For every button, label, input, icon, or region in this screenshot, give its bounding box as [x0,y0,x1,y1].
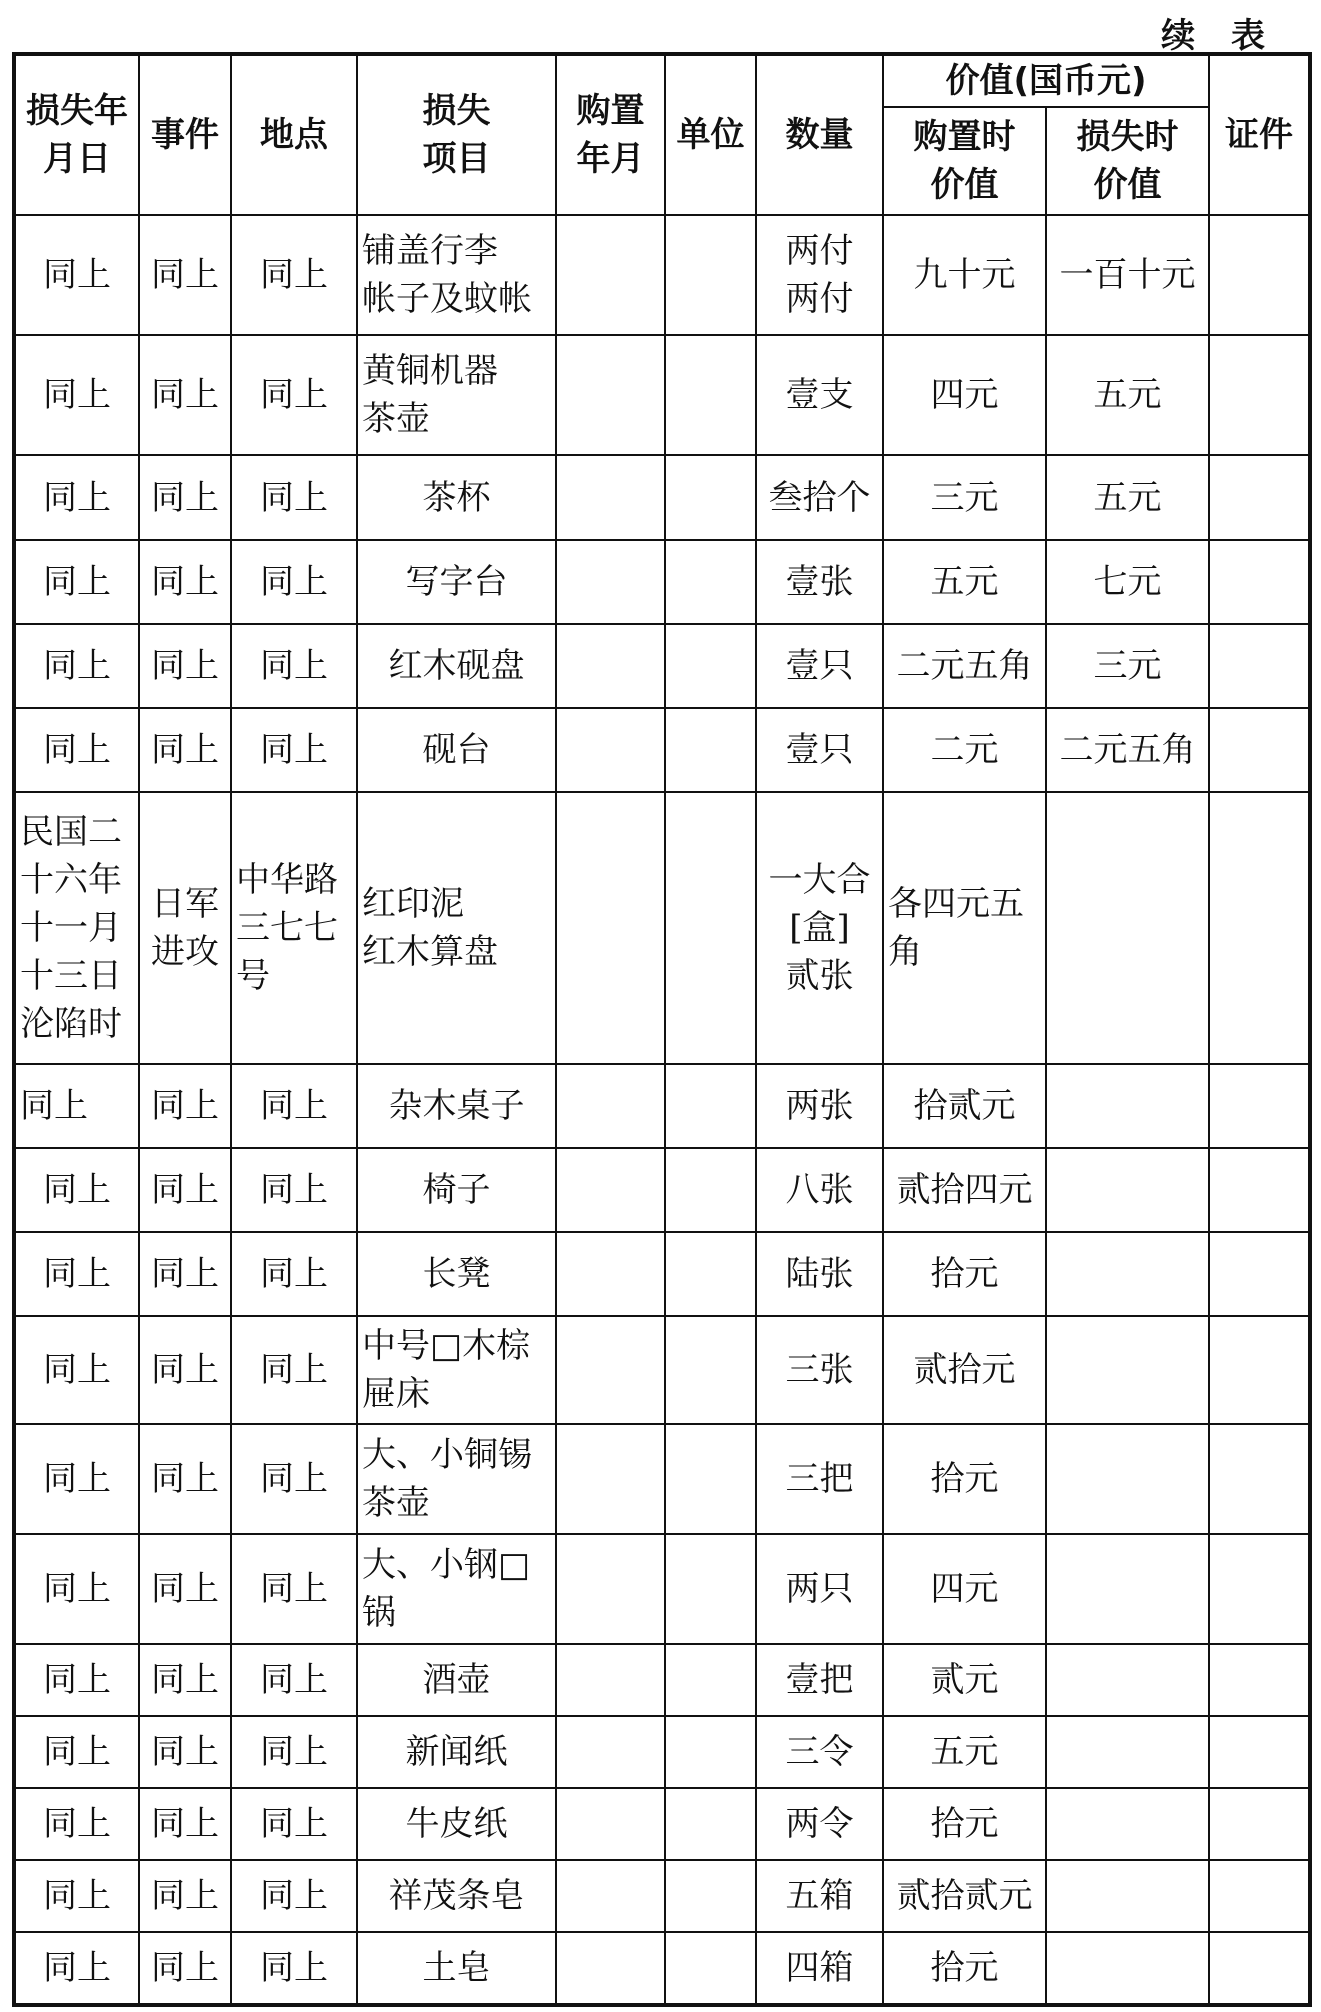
cell-purchase-date [556,708,665,792]
cell-quantity: 两张 [756,1064,883,1148]
cell-event: 同上 [139,540,231,624]
cell-proof [1209,455,1309,540]
cell-value-at-purchase: 五元 [883,540,1046,624]
cell-quantity: 壹张 [756,540,883,624]
cell-unit [665,540,756,624]
cell-place: 中华路 三七七 号 [231,792,357,1064]
cell-place: 同上 [231,708,357,792]
cell-unit [665,1644,756,1716]
table-row [15,1424,1309,1534]
table-row [15,455,1309,540]
cell-loss-date: 民国二 十六年 十一月 十三日 沦陷时 [15,792,139,1064]
table-row [15,1316,1309,1424]
table-row [15,1148,1309,1232]
cell-place: 同上 [231,1424,357,1534]
cell-proof [1209,1232,1309,1316]
cell-purchase-date [556,215,665,335]
cell-unit [665,1064,756,1148]
cell-loss-item: 椅子 [357,1148,556,1232]
cell-unit [665,1148,756,1232]
cell-value-at-loss [1046,1716,1209,1788]
cell-proof [1209,1644,1309,1716]
cell-place: 同上 [231,1788,357,1860]
cell-purchase-date [556,1716,665,1788]
cell-loss-date: 同上 [15,708,139,792]
cell-event: 同上 [139,1644,231,1716]
cell-value-at-purchase: 拾元 [883,1232,1046,1316]
header-event: 事件 [139,55,231,215]
cell-event: 同上 [139,1232,231,1316]
cell-value-at-purchase: 贰拾四元 [883,1148,1046,1232]
cell-value-at-loss: 五元 [1046,335,1209,455]
cell-event: 同上 [139,1148,231,1232]
cell-unit [665,1788,756,1860]
cell-value-at-purchase: 贰拾贰元 [883,1860,1046,1932]
cell-loss-date: 同上 [15,1788,139,1860]
cell-value-at-loss: 五元 [1046,455,1209,540]
cell-quantity: 四箱 [756,1932,883,2004]
cell-proof [1209,1424,1309,1534]
cell-loss-item: 红木砚盘 [357,624,556,708]
cell-proof [1209,215,1309,335]
cell-quantity: 壹支 [756,335,883,455]
cell-proof [1209,1716,1309,1788]
cell-value-at-loss [1046,1932,1209,2004]
cell-proof [1209,1860,1309,1932]
cell-loss-date: 同上 [15,1716,139,1788]
cell-loss-date: 同上 [15,1064,139,1148]
cell-event: 同上 [139,1534,231,1644]
cell-event: 同上 [139,1316,231,1424]
cell-event: 同上 [139,1424,231,1534]
cell-value-at-loss [1046,792,1209,1064]
cell-value-at-purchase: 九十元 [883,215,1046,335]
cell-purchase-date [556,1860,665,1932]
cell-loss-date: 同上 [15,335,139,455]
cell-unit [665,792,756,1064]
cell-purchase-date [556,1316,665,1424]
cell-value-at-loss: 二元五角 [1046,708,1209,792]
cell-quantity: 壹只 [756,708,883,792]
cell-event: 同上 [139,215,231,335]
cell-proof [1209,1148,1309,1232]
cell-unit [665,215,756,335]
header-loss-date: 损失年 月日 [15,55,139,215]
cell-loss-item: 红印泥 红木算盘 [357,792,556,1064]
cell-place: 同上 [231,1644,357,1716]
cell-place: 同上 [231,1860,357,1932]
cell-value-at-loss [1046,1644,1209,1716]
cell-unit [665,1316,756,1424]
cell-loss-date: 同上 [15,1932,139,2004]
cell-value-at-purchase: 三元 [883,455,1046,540]
cell-unit [665,335,756,455]
cell-value-at-loss [1046,1534,1209,1644]
cell-quantity: 陆张 [756,1232,883,1316]
cell-loss-item: 杂木桌子 [357,1064,556,1148]
cell-event: 日军 进攻 [139,792,231,1064]
header-value-group: 价值(国币元) [883,55,1209,107]
cell-value-at-purchase: 四元 [883,335,1046,455]
cell-unit [665,1932,756,2004]
cell-purchase-date [556,1064,665,1148]
cell-unit [665,708,756,792]
cell-loss-item: 新闻纸 [357,1716,556,1788]
cell-place: 同上 [231,1316,357,1424]
cell-purchase-date [556,335,665,455]
cell-unit [665,455,756,540]
cell-loss-date: 同上 [15,1424,139,1534]
table-row [15,708,1309,792]
header-value-at-purchase: 购置时 价值 [883,107,1046,215]
cell-purchase-date [556,1534,665,1644]
cell-event: 同上 [139,624,231,708]
cell-loss-date: 同上 [15,1860,139,1932]
header-unit: 单位 [665,55,756,215]
cell-quantity: 三张 [756,1316,883,1424]
cell-value-at-loss: 三元 [1046,624,1209,708]
cell-event: 同上 [139,1932,231,2004]
cell-quantity: 一大合 [盒] 贰张 [756,792,883,1064]
cell-quantity: 两付 两付 [756,215,883,335]
cell-event: 同上 [139,1788,231,1860]
table-row [15,540,1309,624]
cell-unit [665,1860,756,1932]
cell-event: 同上 [139,1064,231,1148]
table-row [15,1232,1309,1316]
cell-quantity: 三令 [756,1716,883,1788]
cell-event: 同上 [139,1716,231,1788]
table-row [15,624,1309,708]
cell-value-at-purchase: 拾贰元 [883,1064,1046,1148]
cell-purchase-date [556,1788,665,1860]
cell-place: 同上 [231,1232,357,1316]
cell-value-at-loss [1046,1316,1209,1424]
cell-quantity: 八张 [756,1148,883,1232]
cell-place: 同上 [231,1148,357,1232]
header-value-at-loss: 损失时 价值 [1046,107,1209,215]
cell-loss-item: 酒壶 [357,1644,556,1716]
cell-place: 同上 [231,1064,357,1148]
cell-value-at-purchase: 拾元 [883,1424,1046,1534]
cell-event: 同上 [139,1860,231,1932]
cell-value-at-purchase: 贰元 [883,1644,1046,1716]
cell-value-at-loss [1046,1788,1209,1860]
cell-loss-date: 同上 [15,540,139,624]
cell-value-at-loss [1046,1424,1209,1534]
cell-event: 同上 [139,708,231,792]
cell-loss-date: 同上 [15,215,139,335]
table-row [15,1534,1309,1644]
cell-place: 同上 [231,1716,357,1788]
cell-value-at-purchase: 二元五角 [883,624,1046,708]
cell-quantity: 壹把 [756,1644,883,1716]
cell-purchase-date [556,792,665,1064]
cell-proof [1209,1316,1309,1424]
table-row [15,335,1309,455]
cell-loss-item: 长凳 [357,1232,556,1316]
cell-purchase-date [556,1232,665,1316]
cell-value-at-purchase: 四元 [883,1534,1046,1644]
cell-value-at-loss [1046,1232,1209,1316]
cell-loss-item: 祥茂条皂 [357,1860,556,1932]
cell-purchase-date [556,1424,665,1534]
cell-place: 同上 [231,215,357,335]
header-loss-item: 损失 项目 [357,55,556,215]
cell-place: 同上 [231,1534,357,1644]
cell-unit [665,624,756,708]
loss-table [14,54,1310,2005]
cell-loss-item: 土皂 [357,1932,556,2004]
header-purchase-date: 购置 年月 [556,55,665,215]
cell-value-at-purchase: 各四元五 角 [883,792,1046,1064]
cell-loss-item: 黄铜机器 茶壶 [357,335,556,455]
cell-loss-date: 同上 [15,1148,139,1232]
cell-loss-date: 同上 [15,624,139,708]
table-row [15,1788,1309,1860]
cell-place: 同上 [231,1932,357,2004]
cell-value-at-purchase: 拾元 [883,1788,1046,1860]
cell-place: 同上 [231,335,357,455]
cell-unit [665,1716,756,1788]
cell-quantity: 叁拾个 [756,455,883,540]
cell-value-at-purchase: 拾元 [883,1932,1046,2004]
cell-quantity: 两只 [756,1534,883,1644]
cell-proof [1209,335,1309,455]
table-row [15,1860,1309,1932]
cell-loss-item: 砚台 [357,708,556,792]
cell-place: 同上 [231,540,357,624]
cell-proof [1209,792,1309,1064]
cell-unit [665,1232,756,1316]
cell-unit [665,1424,756,1534]
cell-proof [1209,1534,1309,1644]
cell-quantity: 壹只 [756,624,883,708]
cell-loss-item: 铺盖行李 帐子及蚊帐 [357,215,556,335]
header-proof: 证件 [1209,55,1309,215]
cell-value-at-loss: 一百十元 [1046,215,1209,335]
cell-loss-item: 写字台 [357,540,556,624]
continued-label: 续 表 [1161,16,1277,56]
table-row [15,1644,1309,1716]
cell-proof [1209,1932,1309,2004]
cell-place: 同上 [231,455,357,540]
cell-purchase-date [556,1932,665,2004]
cell-loss-item: 大、小铜锡 茶壶 [357,1424,556,1534]
cell-loss-item: 茶杯 [357,455,556,540]
cell-place: 同上 [231,624,357,708]
cell-purchase-date [556,1148,665,1232]
table-row [15,215,1309,335]
cell-quantity: 三把 [756,1424,883,1534]
header-quantity: 数量 [756,55,883,215]
cell-value-at-loss [1046,1860,1209,1932]
table-row [15,1932,1309,2004]
cell-loss-date: 同上 [15,455,139,540]
table-row [15,792,1309,1064]
cell-event: 同上 [139,335,231,455]
cell-purchase-date [556,455,665,540]
cell-loss-date: 同上 [15,1644,139,1716]
cell-proof [1209,540,1309,624]
cell-quantity: 两令 [756,1788,883,1860]
cell-quantity: 五箱 [756,1860,883,1932]
table-row [15,1064,1309,1148]
cell-value-at-purchase: 五元 [883,1716,1046,1788]
cell-loss-item: 中号□木棕 屉床 [357,1316,556,1424]
header-place: 地点 [231,55,357,215]
cell-value-at-loss [1046,1064,1209,1148]
cell-event: 同上 [139,455,231,540]
cell-value-at-loss: 七元 [1046,540,1209,624]
cell-loss-date: 同上 [15,1232,139,1316]
cell-purchase-date [556,624,665,708]
cell-purchase-date [556,1644,665,1716]
cell-proof [1209,624,1309,708]
cell-unit [665,1534,756,1644]
cell-loss-date: 同上 [15,1316,139,1424]
cell-loss-item: 牛皮纸 [357,1788,556,1860]
cell-proof [1209,1788,1309,1860]
cell-proof [1209,1064,1309,1148]
cell-value-at-purchase: 二元 [883,708,1046,792]
cell-value-at-purchase: 贰拾元 [883,1316,1046,1424]
cell-loss-item: 大、小钢□ 锅 [357,1534,556,1644]
cell-loss-date: 同上 [15,1534,139,1644]
cell-purchase-date [556,540,665,624]
cell-proof [1209,708,1309,792]
table-row [15,1716,1309,1788]
cell-value-at-loss [1046,1148,1209,1232]
